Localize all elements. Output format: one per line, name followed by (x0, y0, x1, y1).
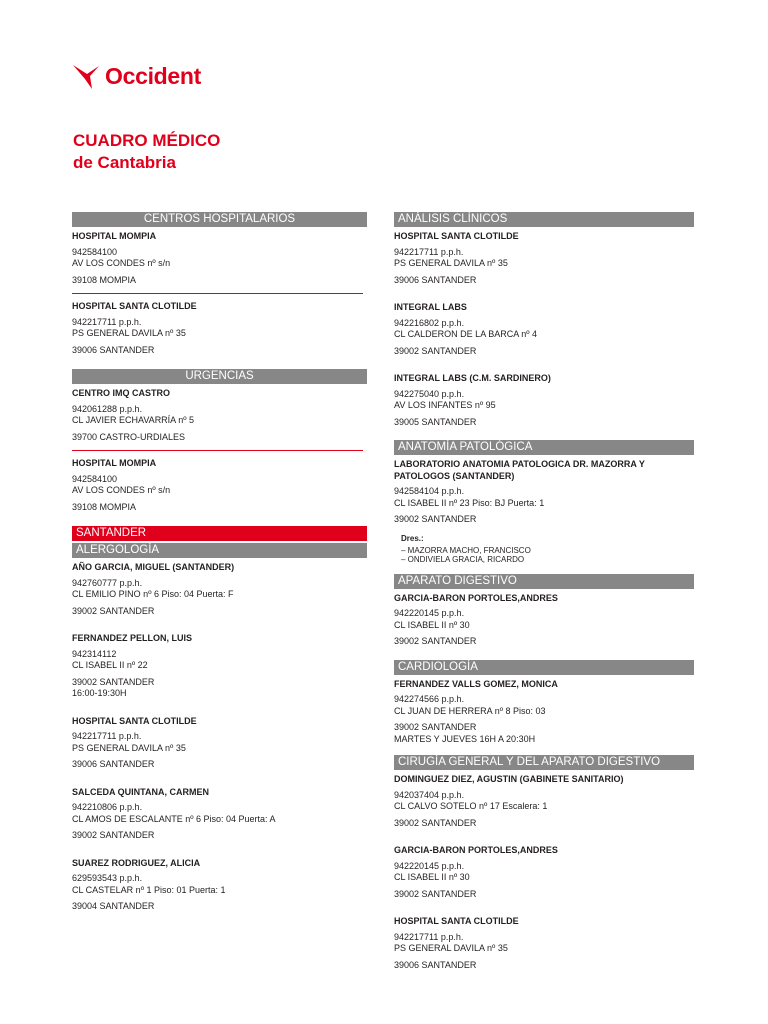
section-header-alergologia: ALERGOLOGÍA (72, 543, 367, 558)
section-header-urgencias: URGENCIAS (72, 369, 367, 384)
list-item: SALCEDA QUINTANA, CARMEN 942210806 p.p.h. CL AMOS DE ESCALANTE nº 6 Piso: 04 Puerta: A 39002 SANTANDER (72, 786, 276, 840)
title-line-2: de Cantabria (73, 153, 176, 172)
title-line-1: CUADRO MÉDICO (73, 131, 221, 150)
doctors-list (394, 534, 694, 564)
list-item: HOSPITAL SANTA CLOTILDE 942217711 p.p.h. PS GENERAL DAVILA nº 35 39006 SANTANDER (394, 916, 519, 970)
occident-logo (72, 59, 201, 93)
section-header-cardiologia: CARDIOLOGÍA (394, 660, 694, 675)
list-item: HOSPITAL MOMPIA 942584100 AV LOS CONDES nº s/n 39108 MOMPIA (72, 231, 171, 285)
list-item: CENTRO IMQ CASTRO 942061288 p.p.h. CL JAVIER ECHAVARRÍA nº 5 39700 CASTRO-URDIALES (72, 388, 194, 442)
list-item: GARCIA-BARON PORTOLES,ANDRES 942220145 p.p.h. CL ISABEL II nº 30 39002 SANTANDER (394, 845, 558, 899)
section-header-anatomia: ANATOMÍA PATOLÓGICA (394, 440, 694, 455)
section-header-analisis: ANÁLISIS CLÍNICOS (394, 212, 694, 227)
list-item: INTEGRAL LABS 942216802 p.p.h. CL CALDERON DE LA BARCA nº 4 39002 SANTANDER (394, 302, 538, 356)
divider (72, 450, 363, 451)
list-item: AÑO GARCIA, MIGUEL (SANTANDER) 942760777 p.p.h. CL EMILIO PINO nº 6 Piso: 04 Puerta: F 39002 SANTANDER (72, 562, 235, 616)
list-item: FERNANDEZ VALLS GOMEZ, MONICA 942274566 p.p.h. CL JUAN DE HERRERA nº 8 Piso: 03 39002 SANTANDER MARTES Y JUEVES 16H A 20:30H (394, 678, 558, 744)
section-header-santander: SANTANDER (72, 526, 367, 541)
doctor-item: – MAZORRA MACHO, FRANCISCO (401, 546, 694, 555)
list-item: HOSPITAL MOMPIA 942584100 AV LOS CONDES nº s/n 39108 MOMPIA (72, 458, 171, 512)
divider (72, 293, 363, 294)
occident-bird-icon (72, 61, 102, 91)
list-item: LABORATORIO ANATOMIA PATOLOGICA DR. MAZORRA Y PATOLOGOS (SANTANDER) 942584104 p.p.h. CL ISABEL II nº 23 Piso: BJ Puerta: 1 39002 SANTANDER (394, 459, 645, 524)
section-header-cirugia: CIRUGÍA GENERAL Y DEL APARATO DIGESTIVO (394, 755, 694, 770)
list-item: INTEGRAL LABS (C.M. SARDINERO) 942275040 p.p.h. AV LOS INFANTES nº 95 39005 SANTANDER (394, 373, 551, 427)
list-item: HOSPITAL SANTA CLOTILDE 942217711 p.p.h. PS GENERAL DAVILA nº 35 39006 SANTANDER (72, 301, 197, 355)
list-item: FERNANDEZ PELLON, LUIS 942314112 CL ISABEL II nº 22 39002 SANTANDER 16:00-19:30H (72, 633, 193, 698)
right-column (394, 212, 694, 971)
list-item: HOSPITAL SANTA CLOTILDE 942217711 p.p.h. PS GENERAL DAVILA nº 35 39006 SANTANDER (394, 231, 519, 285)
logo-text: Occident (105, 62, 202, 89)
list-item: DOMINGUEZ DIEZ, AGUSTIN (GABINETE SANITARIO) 942037404 p.p.h. CL CALVO SOTELO nº 17 Escalera: 1 39002 SANTANDER (394, 774, 624, 828)
list-item: HOSPITAL SANTA CLOTILDE 942217711 p.p.h. PS GENERAL DAVILA nº 35 39006 SANTANDER (72, 715, 197, 769)
section-header-digestivo: APARATO DIGESTIVO (394, 574, 694, 589)
page-title (73, 130, 220, 174)
list-item: GARCIA-BARON PORTOLES,ANDRES 942220145 p.p.h. CL ISABEL II nº 30 39002 SANTANDER (394, 592, 558, 646)
section-header-centros: CENTROS HOSPITALARIOS (72, 212, 367, 227)
list-item: SUAREZ RODRIGUEZ, ALICIA 629593543 p.p.h. CL CASTELAR nº 1 Piso: 01 Puerta: 1 39004 SANTANDER (72, 857, 226, 911)
left-column (72, 212, 367, 913)
doctor-item: – ONDIVIELA GRACIA, RICARDO (401, 555, 694, 564)
doctors-label: Dres.: (401, 533, 424, 543)
